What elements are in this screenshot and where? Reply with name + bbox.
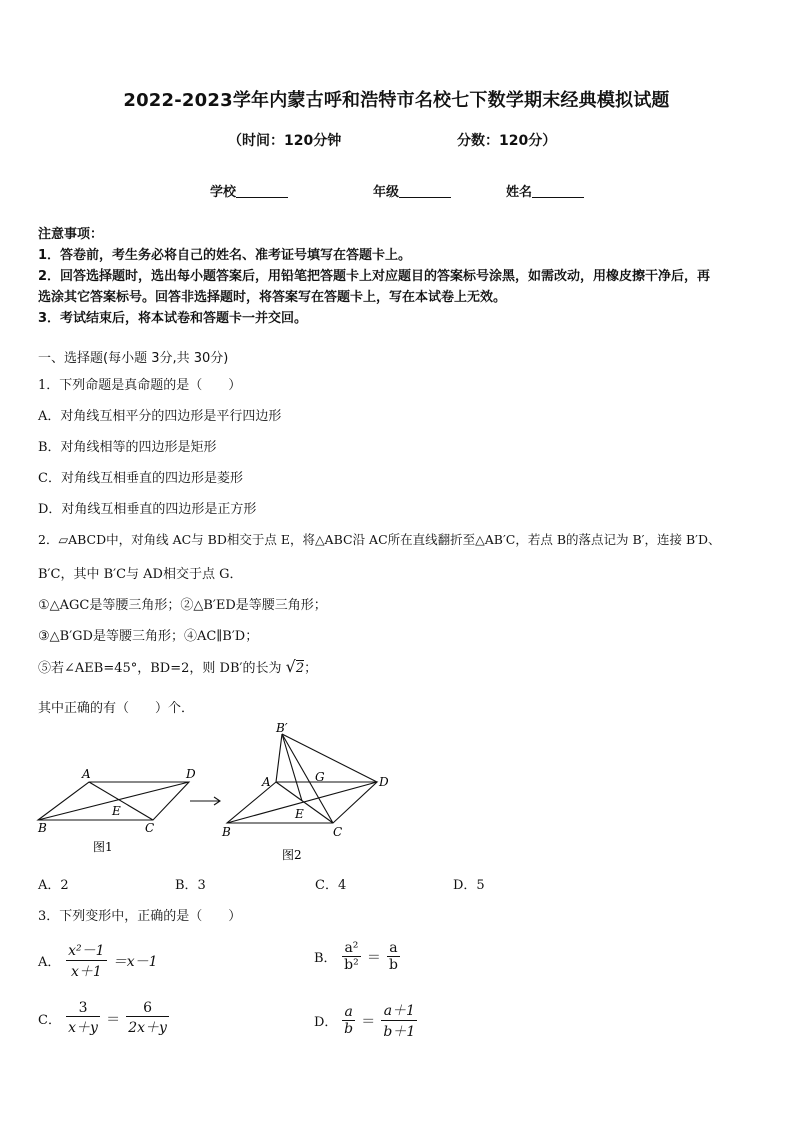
q3-option-d	[314, 1000, 417, 1041]
q3-b-denominator: b²	[344, 957, 359, 973]
q3-c-fraction	[66, 1000, 100, 1037]
q3-c-rhs-denominator: 2x＋y	[128, 1020, 167, 1036]
q1-option-b: B．对角线相等的四边形是矩形	[38, 440, 217, 455]
q3-b-fraction	[342, 940, 361, 973]
fig1-caption: 图1	[93, 840, 113, 854]
notice-line: 3．考试结束后，将本试卷和答题卡一并交回。	[38, 311, 308, 326]
section-heading: 一、选择题(每小题 3分,共 30分)	[38, 351, 229, 366]
q2-line1: 2．▱ABCD中，对角线 AC与 BD相交于点 E，将△ABC沿 AC所在直线翻折至△AB′C，若点 B的落点记为 B′，连接 B′D、	[38, 532, 721, 547]
notice-line: 1．答卷前，考生务必将自己的姓名、准考证号填写在答题卡上。	[38, 248, 412, 263]
q3-option-b	[314, 940, 400, 973]
fig1-label-c: C	[145, 821, 155, 835]
q2-statement: ①△AGC是等腰三角形；②△B′ED是等腰三角形；	[38, 598, 327, 613]
q3-a-denominator: x＋1	[70, 964, 102, 980]
q2-line2: B′C，其中 B′C与 AD相交于点 G．	[38, 567, 243, 582]
fig1-diagonal-ac	[89, 782, 153, 820]
q1-stem: 1．下列命题是真命题的是（ ）	[38, 378, 242, 393]
notice-line: 选涂其它答案标号。回答非选择题时，将答案写在答题卡上，写在本试卷上无效。	[38, 290, 507, 305]
q2-s5-text: ⑤若∠AEB=45°，BD=2，则 DB′的长为	[38, 661, 282, 676]
fig2-label-g: G	[315, 770, 325, 784]
q3-d-rhs-numerator: a＋1	[381, 1000, 417, 1021]
grade-label: 年级	[373, 185, 400, 200]
arrow-icon	[190, 797, 220, 805]
q2-option-c: C．4	[315, 878, 347, 893]
fig1-label-e: E	[112, 804, 121, 818]
fig2-label-b: B	[222, 825, 231, 839]
q3-d-numerator: a	[342, 1004, 355, 1021]
q2-option-a: A．2	[38, 878, 69, 893]
q3-b-rhs-denominator: b	[389, 957, 398, 973]
q3-option-a	[38, 940, 160, 981]
sqrt-sign: √	[285, 657, 296, 676]
fig2-label-c: C	[333, 825, 343, 839]
name-blank	[532, 184, 584, 198]
q3-a-numerator: x²－1	[66, 940, 106, 961]
exam-score: 分数：120分）	[457, 133, 557, 149]
q2-ask: 其中正确的有（ ）个．	[38, 701, 195, 716]
q3-d-denominator: b	[344, 1021, 354, 1037]
notice-line: 2．回答选择题时，选出每小题答案后，用铅笔把答题卡上对应题目的答案标号涂黑，如需改动，用橡皮擦干净后，再	[38, 269, 711, 284]
q3-c-numerator: 3	[66, 1000, 100, 1017]
q2-statement: ③△B′GD是等腰三角形；④AC∥B′D；	[38, 629, 259, 644]
exam-title: 2022-2023学年内蒙古呼和浩特市名校七下数学期末经典模拟试题	[123, 90, 670, 111]
q3-c-label: C．	[38, 1013, 61, 1028]
q2-figures	[30, 718, 410, 868]
q3-c-rhs-fraction	[126, 1000, 169, 1037]
q2-option-d: D．5	[453, 878, 485, 893]
q2-option-b: B．3	[175, 878, 206, 893]
equals-sign: ＝	[106, 1011, 121, 1028]
q2-s5-end: ；	[304, 661, 318, 676]
equals-sign: ＝	[361, 1013, 376, 1030]
school-field	[210, 181, 288, 200]
q3-a-label: A．	[38, 955, 61, 970]
fig1-label-d: D	[186, 767, 196, 781]
fig2-label-a: A	[262, 775, 271, 789]
fig1-label-a: A	[82, 767, 91, 781]
fig2-label-e: E	[295, 807, 304, 821]
fig2-caption: 图2	[282, 848, 302, 862]
q3-c-denominator: x＋y	[68, 1020, 98, 1036]
q3-d-label: D．	[314, 1015, 338, 1030]
fig2-segment-bpa	[276, 734, 282, 782]
school-label: 学校	[210, 185, 237, 200]
q3-b-rhs-fraction	[387, 940, 400, 973]
q1-option-a: A．对角线互相平分的四边形是平行四边形	[38, 409, 282, 424]
name-field	[506, 181, 584, 200]
exam-time: （时间：120分钟	[228, 133, 342, 149]
q3-option-c	[38, 1000, 169, 1037]
q3-d-fraction	[342, 1004, 355, 1037]
equals-sign: ＝	[366, 949, 381, 966]
name-label: 姓名	[506, 185, 533, 200]
q3-d-rhs-fraction	[381, 1000, 417, 1041]
fig2-label-bprime: B′	[276, 721, 288, 735]
school-blank	[236, 184, 288, 198]
q3-b-label: B．	[314, 951, 337, 966]
q3-c-rhs-numerator: 6	[126, 1000, 169, 1017]
q3-d-rhs-denominator: b＋1	[383, 1024, 416, 1040]
q1-option-c: C．对角线互相垂直的四边形是菱形	[38, 471, 243, 486]
q1-option-d: D．对角线互相垂直的四边形是正方形	[38, 502, 257, 517]
fig2-segment-bpe	[282, 734, 302, 801]
notice-heading: 注意事项：	[38, 227, 104, 242]
q3-stem: 3．下列变形中，正确的是（ ）	[38, 909, 242, 924]
q2-statement-5	[38, 657, 317, 676]
q3-b-numerator: a²	[342, 940, 361, 957]
grade-blank	[399, 184, 451, 198]
fig2-label-d: D	[379, 775, 389, 789]
fig1-label-b: B	[38, 821, 47, 835]
fig2-diagonal-ac	[276, 782, 333, 823]
q3-a-fraction	[66, 940, 106, 981]
q3-a-rhs: ＝x－1	[112, 953, 158, 970]
sqrt-radicand: 2	[295, 661, 305, 676]
grade-field	[373, 181, 451, 200]
q3-b-rhs-numerator: a	[387, 940, 400, 957]
